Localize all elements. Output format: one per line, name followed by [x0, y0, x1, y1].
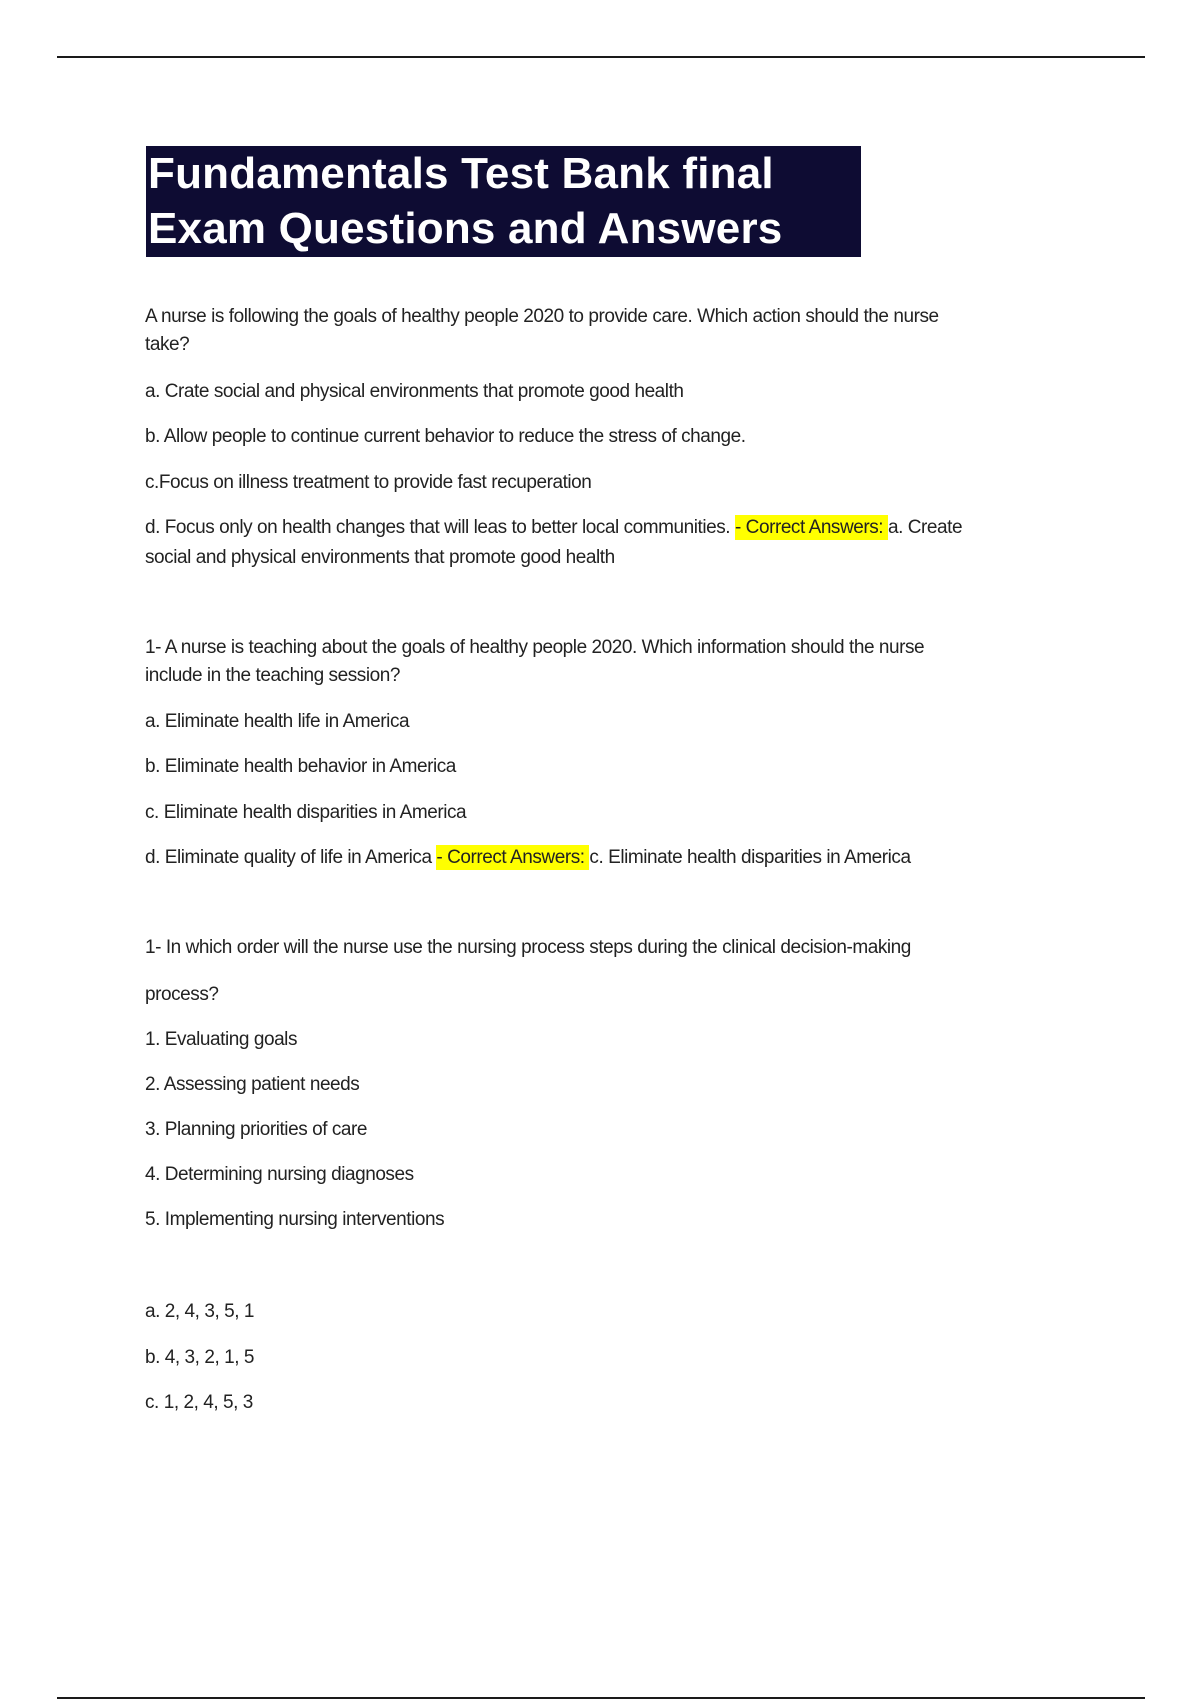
- question-1-stem-line-2: take?: [145, 334, 190, 355]
- question-3-stem-line-1: 1- In which order will the nurse use the nursing process steps during the clinical decision-making: [145, 937, 911, 958]
- question-3-step-4: 4. Determining nursing diagnoses: [145, 1164, 414, 1185]
- correct-answer-highlight: - Correct Answers:: [436, 847, 590, 868]
- question-2-stem-line-1: 1- A nurse is teaching about the goals of healthy people 2020. Which information should the nurse: [145, 637, 925, 658]
- document-title-line-2: Exam Questions and Answers: [148, 204, 783, 253]
- question-2-option-c: c. Eliminate health disparities in America: [145, 802, 467, 823]
- question-2-option-d: [145, 845, 911, 871]
- question-2-answer: c. Eliminate health disparities in America: [589, 847, 911, 868]
- question-3-step-2: 2. Assessing patient needs: [145, 1074, 360, 1095]
- question-1-answer-continuation: social and physical environments that promote good health: [145, 547, 615, 568]
- question-1-option-a: a. Crate social and physical environments that promote good health: [145, 381, 684, 402]
- question-1-option-b: b. Allow people to continue current behavior to reduce the stress of change.: [145, 426, 746, 447]
- question-3-option-c: c. 1, 2, 4, 5, 3: [145, 1392, 253, 1413]
- question-1-answer: a. Create: [887, 517, 963, 538]
- question-1-option-d: [145, 515, 962, 541]
- question-3-step-5: 5. Implementing nursing interventions: [145, 1209, 445, 1230]
- question-1-option-c: c.Focus on illness treatment to provide fast recuperation: [145, 472, 592, 493]
- question-1-stem-line-1: A nurse is following the goals of healthy people 2020 to provide care. Which action should the nurse: [145, 306, 939, 327]
- bottom-page-rule: [57, 1697, 1145, 1699]
- question-2-option-b: b. Eliminate health behavior in America: [145, 756, 456, 777]
- question-2-option-a: a. Eliminate health life in America: [145, 711, 410, 732]
- document-title-line-1: Fundamentals Test Bank final: [148, 149, 774, 198]
- correct-answer-highlight: - Correct Answers:: [734, 517, 888, 538]
- question-3-step-1: 1. Evaluating goals: [145, 1029, 298, 1050]
- question-2-option-d-text: d. Eliminate quality of life in America: [145, 847, 437, 868]
- question-3-stem-line-2: process?: [145, 984, 219, 1005]
- question-3-option-a: a. 2, 4, 3, 5, 1: [145, 1301, 254, 1322]
- question-3-step-3: 3. Planning priorities of care: [145, 1119, 368, 1140]
- question-3-option-b: b. 4, 3, 2, 1, 5: [145, 1347, 254, 1368]
- question-2-stem-line-2: include in the teaching session?: [145, 665, 400, 686]
- document-title-banner: [146, 146, 861, 257]
- top-page-rule: [57, 56, 1145, 58]
- question-1-option-d-text: d. Focus only on health changes that will leas to better local communities.: [145, 517, 735, 538]
